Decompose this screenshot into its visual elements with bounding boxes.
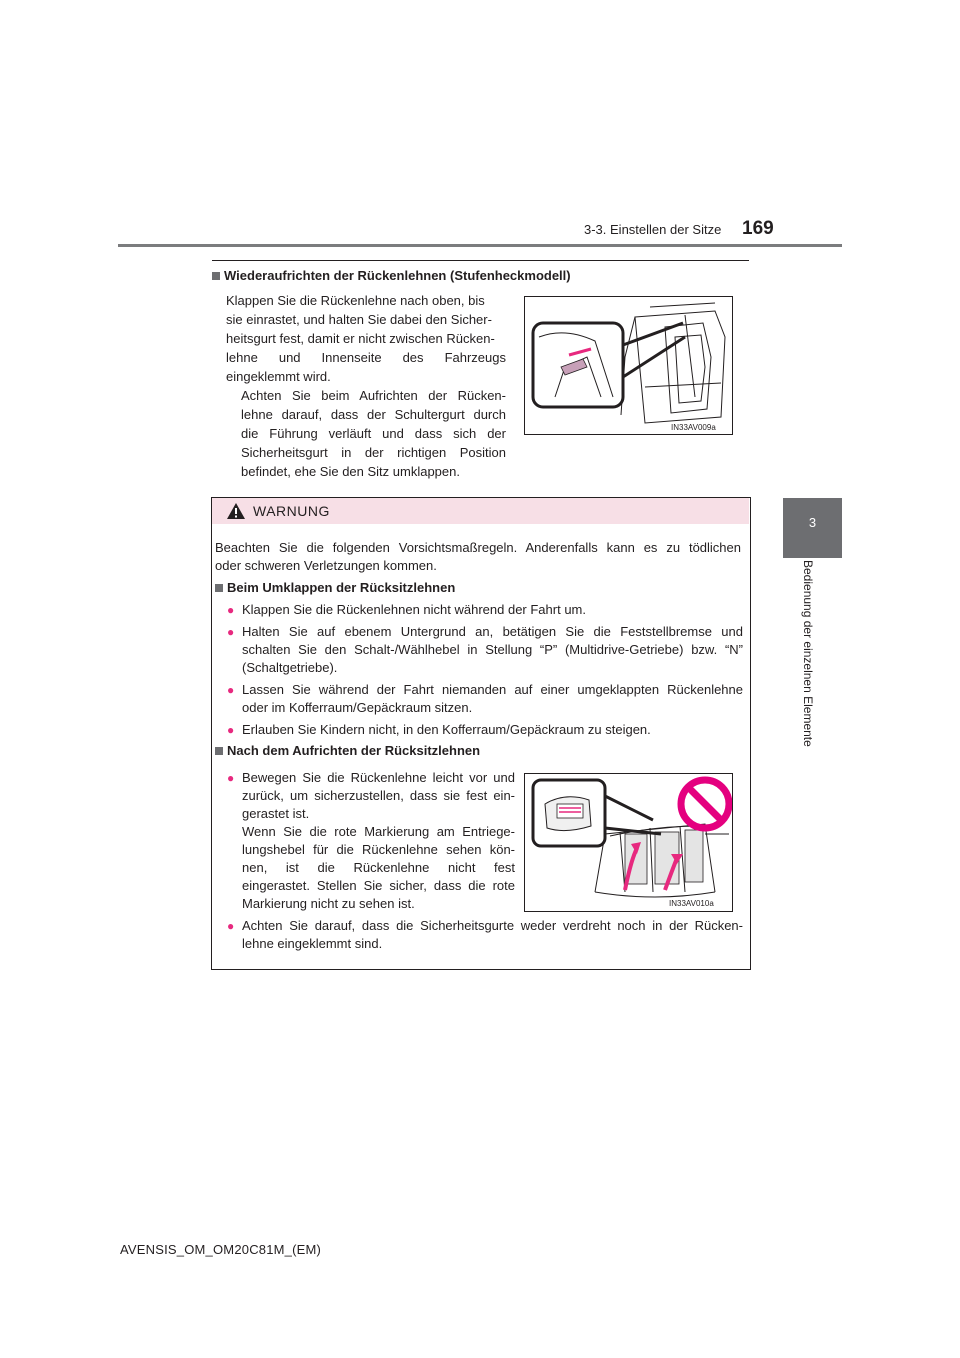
warning-intro	[215, 539, 741, 575]
round-bullet-icon: ●	[227, 603, 235, 617]
section-heading	[212, 268, 571, 283]
text-line: gerastet ist.	[242, 806, 310, 821]
text-line: Beachten Sie die folgenden Vorsichtsmaßregeln. Anderenfalls kann es zu tödlichen	[215, 540, 741, 555]
warning-list-item	[227, 917, 743, 953]
text-line: Sicherheitsgurt in der richtigen Position	[241, 445, 506, 460]
warning-block-heading-text: Beim Umklappen der Rücksitzlehnen	[227, 580, 456, 595]
section-paragraph-2	[241, 386, 506, 481]
chapter-title: 3-3. Einstellen der Sitze	[584, 222, 722, 237]
warning-block-heading	[215, 580, 455, 595]
round-bullet-icon: ●	[227, 771, 235, 785]
text-line: sie einrastet, und halten Sie dabei den Sicher-	[226, 312, 492, 327]
warning-list-item	[227, 681, 743, 717]
text-line: lehne und Innenseite des Fahrzeugs	[226, 350, 506, 365]
warning-triangle-icon	[226, 502, 246, 525]
text-line: Achten Sie beim Aufrichten der Rücken-	[241, 388, 506, 403]
square-bullet-icon	[215, 747, 223, 755]
text-line: lehne darauf, dass der Schultergurt durch	[241, 407, 506, 422]
square-bullet-icon	[212, 272, 220, 280]
text-line: Achten Sie darauf, dass die Sicherheitsgurte weder verdreht noch in der Rücken-	[242, 918, 743, 933]
document-code: AVENSIS_OM_OM20C81M_(EM)	[120, 1242, 322, 1257]
figure-rear-seat-belt	[524, 296, 733, 435]
figure-code: IN33AV010a	[669, 899, 714, 908]
square-bullet-icon	[215, 584, 223, 592]
text-line: Erlauben Sie Kindern nicht, in den Kofferraum/Gepäckraum zu steigen.	[242, 722, 651, 737]
header-rule	[118, 244, 842, 247]
warning-block-heading-text: Nach dem Aufrichten der Rücksitzlehnen	[227, 743, 481, 758]
round-bullet-icon: ●	[227, 723, 235, 737]
warning-list-item	[227, 769, 515, 913]
text-line: Markierung nicht zu sehen ist.	[242, 896, 415, 911]
chapter-side-label	[799, 560, 815, 770]
figure-code: IN33AV009a	[671, 423, 716, 432]
text-line: schalten Sie den Schalt-/Wählhebel in Stellung “P” (Multidrive-Getriebe) bzw. “N”	[242, 642, 743, 657]
figure-seatback-lock	[524, 773, 733, 912]
text-line: zurück, um sicherzustellen, dass sie fest ein-	[242, 788, 515, 803]
text-line: oder im Kofferraum/Gepäckraum sitzen.	[242, 700, 473, 715]
text-line: befindet, ehe Sie den Sitz umklappen.	[241, 464, 460, 479]
text-line: Klappen Sie die Rückenlehnen nicht während der Fahrt um.	[242, 602, 586, 617]
section-paragraph-1	[226, 291, 506, 386]
text-line: (Schaltgetriebe).	[242, 660, 338, 675]
round-bullet-icon: ●	[227, 625, 235, 639]
rear-seat-illustration	[525, 297, 732, 434]
warning-list-item	[227, 721, 743, 739]
chapter-tab-number: 3	[808, 515, 817, 530]
text-line: eingeklemmt wird.	[226, 369, 331, 384]
section-rule	[212, 260, 749, 261]
chapter-side-label-text: Bedienung der einzelnen Elemente	[801, 560, 815, 747]
text-line: Halten Sie auf ebenem Untergrund an, betätigen Sie die Feststellbremse und	[242, 624, 743, 639]
text-line: lungshebel für die Rückenlehne sehen kön-	[242, 842, 515, 857]
text-line: Bewegen Sie die Rückenlehne leicht vor und	[242, 770, 515, 785]
warning-list-item	[227, 623, 743, 677]
warning-list-item	[227, 601, 743, 619]
text-line: eingerastet. Stellen Sie sicher, dass die rote	[242, 878, 515, 893]
text-line: Klappen Sie die Rückenlehne nach oben, bis	[226, 293, 485, 308]
text-line: Lassen Sie während der Fahrt niemanden auf einer umgeklappten Rückenlehne	[242, 682, 743, 697]
text-line: oder schweren Verletzungen kommen.	[215, 558, 437, 573]
warning-title: WARNUNG	[253, 503, 330, 519]
text-line: nen, ist die Rückenlehne nicht fest	[242, 860, 515, 875]
text-line: heitsgurt fest, damit er nicht zwischen Rücken-	[226, 331, 495, 346]
text-line: lehne eingeklemmt sind.	[242, 936, 383, 951]
round-bullet-icon: ●	[227, 919, 235, 933]
section-heading-text: Wiederaufrichten der Rückenlehnen (Stufenheckmodell)	[224, 268, 571, 283]
warning-block-heading	[215, 743, 480, 758]
text-line: Wenn Sie die rote Markierung am Entriege-	[242, 824, 515, 839]
round-bullet-icon: ●	[227, 683, 235, 697]
text-line: die Führung verläuft und dass sich der	[241, 426, 506, 441]
page-number: 169	[742, 218, 774, 239]
seatback-illustration	[525, 774, 732, 911]
